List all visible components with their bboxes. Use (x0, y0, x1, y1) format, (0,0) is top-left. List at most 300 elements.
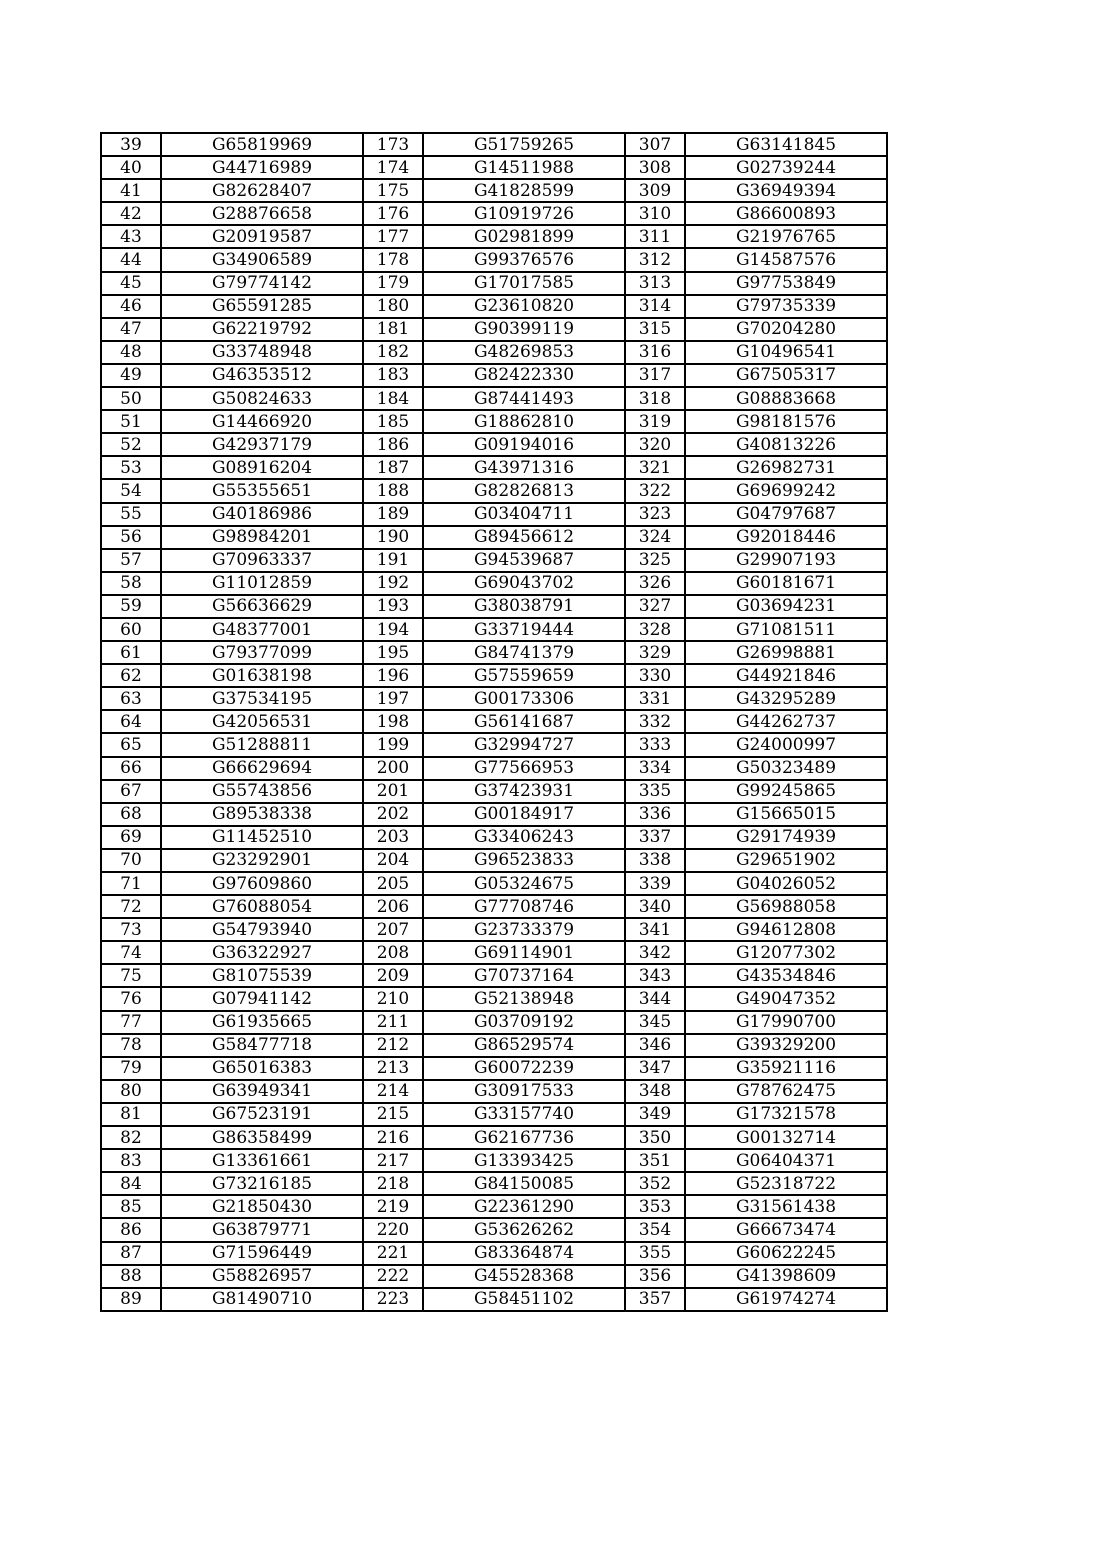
row-number-cell: 318 (625, 387, 685, 410)
code-cell: G70204280 (685, 318, 887, 341)
row-number-cell: 88 (101, 1265, 161, 1288)
row-number-cell: 73 (101, 918, 161, 941)
code-cell: G38038791 (423, 595, 625, 618)
row-number-cell: 59 (101, 595, 161, 618)
code-cell: G09194016 (423, 433, 625, 456)
table-row (101, 364, 887, 387)
row-number-cell: 197 (363, 687, 423, 710)
row-number-cell: 43 (101, 225, 161, 248)
table-row (101, 179, 887, 202)
code-cell: G32994727 (423, 733, 625, 756)
code-table-body (101, 133, 887, 1311)
code-cell: G55355651 (161, 479, 363, 502)
code-cell: G08883668 (685, 387, 887, 410)
row-number-cell: 196 (363, 664, 423, 687)
row-number-cell: 334 (625, 757, 685, 780)
row-number-cell: 330 (625, 664, 685, 687)
code-cell: G46353512 (161, 364, 363, 387)
table-row (101, 549, 887, 572)
row-number-cell: 89 (101, 1288, 161, 1311)
row-number-cell: 76 (101, 987, 161, 1010)
row-number-cell: 337 (625, 826, 685, 849)
code-cell: G65016383 (161, 1057, 363, 1080)
table-row (101, 664, 887, 687)
table-row (101, 710, 887, 733)
code-cell: G70963337 (161, 549, 363, 572)
row-number-cell: 182 (363, 341, 423, 364)
row-number-cell: 84 (101, 1172, 161, 1195)
row-number-cell: 322 (625, 479, 685, 502)
code-cell: G81490710 (161, 1288, 363, 1311)
row-number-cell: 222 (363, 1265, 423, 1288)
row-number-cell: 218 (363, 1172, 423, 1195)
code-table (100, 132, 888, 1312)
code-cell: G66629694 (161, 757, 363, 780)
row-number-cell: 352 (625, 1172, 685, 1195)
row-number-cell: 204 (363, 849, 423, 872)
row-number-cell: 184 (363, 387, 423, 410)
table-row (101, 387, 887, 410)
code-cell: G26998881 (685, 641, 887, 664)
row-number-cell: 50 (101, 387, 161, 410)
code-cell: G69043702 (423, 572, 625, 595)
row-number-cell: 65 (101, 733, 161, 756)
table-row (101, 733, 887, 756)
code-cell: G69699242 (685, 479, 887, 502)
code-cell: G37423931 (423, 780, 625, 803)
table-row (101, 964, 887, 987)
table-row (101, 1288, 887, 1311)
code-cell: G86358499 (161, 1126, 363, 1149)
row-number-cell: 202 (363, 803, 423, 826)
row-number-cell: 174 (363, 156, 423, 179)
row-number-cell: 325 (625, 549, 685, 572)
row-number-cell: 341 (625, 918, 685, 941)
table-row (101, 410, 887, 433)
row-number-cell: 183 (363, 364, 423, 387)
code-cell: G05324675 (423, 872, 625, 895)
code-cell: G10919726 (423, 202, 625, 225)
code-cell: G65591285 (161, 295, 363, 318)
code-cell: G84741379 (423, 641, 625, 664)
code-cell: G17990700 (685, 1011, 887, 1034)
code-cell: G58451102 (423, 1288, 625, 1311)
row-number-cell: 356 (625, 1265, 685, 1288)
code-cell: G14587576 (685, 248, 887, 271)
table-row (101, 341, 887, 364)
row-number-cell: 80 (101, 1080, 161, 1103)
table-row (101, 202, 887, 225)
code-cell: G13393425 (423, 1149, 625, 1172)
row-number-cell: 215 (363, 1103, 423, 1126)
row-number-cell: 58 (101, 572, 161, 595)
row-number-cell: 69 (101, 826, 161, 849)
row-number-cell: 198 (363, 710, 423, 733)
row-number-cell: 199 (363, 733, 423, 756)
row-number-cell: 39 (101, 133, 161, 156)
row-number-cell: 307 (625, 133, 685, 156)
row-number-cell: 353 (625, 1195, 685, 1218)
code-cell: G89538338 (161, 803, 363, 826)
code-cell: G44262737 (685, 710, 887, 733)
code-cell: G02981899 (423, 225, 625, 248)
row-number-cell: 79 (101, 1057, 161, 1080)
code-cell: G89456612 (423, 526, 625, 549)
code-cell: G00132714 (685, 1126, 887, 1149)
row-number-cell: 309 (625, 179, 685, 202)
row-number-cell: 71 (101, 872, 161, 895)
code-cell: G63879771 (161, 1218, 363, 1241)
code-cell: G60622245 (685, 1242, 887, 1265)
table-row (101, 1126, 887, 1149)
code-cell: G55743856 (161, 780, 363, 803)
row-number-cell: 67 (101, 780, 161, 803)
table-row (101, 225, 887, 248)
row-number-cell: 188 (363, 479, 423, 502)
row-number-cell: 310 (625, 202, 685, 225)
table-row (101, 1103, 887, 1126)
row-number-cell: 44 (101, 248, 161, 271)
row-number-cell: 86 (101, 1218, 161, 1241)
row-number-cell: 66 (101, 757, 161, 780)
code-cell: G82422330 (423, 364, 625, 387)
code-cell: G00173306 (423, 687, 625, 710)
row-number-cell: 87 (101, 1242, 161, 1265)
table-row (101, 572, 887, 595)
code-cell: G51759265 (423, 133, 625, 156)
code-cell: G79735339 (685, 295, 887, 318)
table-row (101, 272, 887, 295)
row-number-cell: 333 (625, 733, 685, 756)
row-number-cell: 83 (101, 1149, 161, 1172)
table-row (101, 1265, 887, 1288)
code-cell: G00184917 (423, 803, 625, 826)
row-number-cell: 335 (625, 780, 685, 803)
code-cell: G12077302 (685, 941, 887, 964)
code-cell: G31561438 (685, 1195, 887, 1218)
code-cell: G15665015 (685, 803, 887, 826)
code-cell: G42056531 (161, 710, 363, 733)
row-number-cell: 192 (363, 572, 423, 595)
code-cell: G33719444 (423, 618, 625, 641)
table-row (101, 1011, 887, 1034)
code-cell: G24000997 (685, 733, 887, 756)
code-cell: G82826813 (423, 479, 625, 502)
row-number-cell: 54 (101, 479, 161, 502)
row-number-cell: 77 (101, 1011, 161, 1034)
row-number-cell: 61 (101, 641, 161, 664)
row-number-cell: 195 (363, 641, 423, 664)
row-number-cell: 181 (363, 318, 423, 341)
code-cell: G04026052 (685, 872, 887, 895)
row-number-cell: 340 (625, 895, 685, 918)
row-number-cell: 48 (101, 341, 161, 364)
table-row (101, 433, 887, 456)
row-number-cell: 173 (363, 133, 423, 156)
code-cell: G96523833 (423, 849, 625, 872)
code-cell: G79774142 (161, 272, 363, 295)
row-number-cell: 41 (101, 179, 161, 202)
code-cell: G53626262 (423, 1218, 625, 1241)
table-row (101, 987, 887, 1010)
code-cell: G23292901 (161, 849, 363, 872)
row-number-cell: 51 (101, 410, 161, 433)
code-cell: G56988058 (685, 895, 887, 918)
row-number-cell: 42 (101, 202, 161, 225)
code-cell: G73216185 (161, 1172, 363, 1195)
row-number-cell: 324 (625, 526, 685, 549)
code-cell: G97753849 (685, 272, 887, 295)
row-number-cell: 203 (363, 826, 423, 849)
row-number-cell: 52 (101, 433, 161, 456)
row-number-cell: 74 (101, 941, 161, 964)
row-number-cell: 321 (625, 456, 685, 479)
code-cell: G71081511 (685, 618, 887, 641)
row-number-cell: 189 (363, 503, 423, 526)
row-number-cell: 221 (363, 1242, 423, 1265)
row-number-cell: 49 (101, 364, 161, 387)
code-cell: G21850430 (161, 1195, 363, 1218)
row-number-cell: 186 (363, 433, 423, 456)
code-cell: G23733379 (423, 918, 625, 941)
row-number-cell: 176 (363, 202, 423, 225)
row-number-cell: 81 (101, 1103, 161, 1126)
row-number-cell: 53 (101, 456, 161, 479)
row-number-cell: 72 (101, 895, 161, 918)
row-number-cell: 68 (101, 803, 161, 826)
code-cell: G40186986 (161, 503, 363, 526)
table-row (101, 780, 887, 803)
code-cell: G03694231 (685, 595, 887, 618)
row-number-cell: 40 (101, 156, 161, 179)
table-row (101, 826, 887, 849)
row-number-cell: 60 (101, 618, 161, 641)
row-number-cell: 320 (625, 433, 685, 456)
code-cell: G54793940 (161, 918, 363, 941)
code-cell: G63141845 (685, 133, 887, 156)
row-number-cell: 323 (625, 503, 685, 526)
code-cell: G06404371 (685, 1149, 887, 1172)
code-cell: G43295289 (685, 687, 887, 710)
table-row (101, 1195, 887, 1218)
row-number-cell: 55 (101, 503, 161, 526)
code-cell: G39329200 (685, 1034, 887, 1057)
code-cell: G41828599 (423, 179, 625, 202)
row-number-cell: 208 (363, 941, 423, 964)
row-number-cell: 314 (625, 295, 685, 318)
row-number-cell: 329 (625, 641, 685, 664)
row-number-cell: 220 (363, 1218, 423, 1241)
code-cell: G61974274 (685, 1288, 887, 1311)
row-number-cell: 357 (625, 1288, 685, 1311)
code-cell: G83364874 (423, 1242, 625, 1265)
code-cell: G99376576 (423, 248, 625, 271)
code-cell: G76088054 (161, 895, 363, 918)
code-cell: G29907193 (685, 549, 887, 572)
table-row (101, 295, 887, 318)
code-cell: G78762475 (685, 1080, 887, 1103)
row-number-cell: 179 (363, 272, 423, 295)
code-cell: G90399119 (423, 318, 625, 341)
row-number-cell: 349 (625, 1103, 685, 1126)
row-number-cell: 75 (101, 964, 161, 987)
code-cell: G84150085 (423, 1172, 625, 1195)
row-number-cell: 319 (625, 410, 685, 433)
row-number-cell: 213 (363, 1057, 423, 1080)
code-cell: G70737164 (423, 964, 625, 987)
code-cell: G40813226 (685, 433, 887, 456)
code-cell: G14511988 (423, 156, 625, 179)
code-cell: G36949394 (685, 179, 887, 202)
code-cell: G62167736 (423, 1126, 625, 1149)
code-cell: G21976765 (685, 225, 887, 248)
row-number-cell: 175 (363, 179, 423, 202)
table-row (101, 479, 887, 502)
code-cell: G63949341 (161, 1080, 363, 1103)
row-number-cell: 311 (625, 225, 685, 248)
code-cell: G82628407 (161, 179, 363, 202)
row-number-cell: 342 (625, 941, 685, 964)
row-number-cell: 210 (363, 987, 423, 1010)
table-row (101, 895, 887, 918)
table-row (101, 641, 887, 664)
code-cell: G44921846 (685, 664, 887, 687)
row-number-cell: 345 (625, 1011, 685, 1034)
row-number-cell: 211 (363, 1011, 423, 1034)
code-cell: G04797687 (685, 503, 887, 526)
table-row (101, 849, 887, 872)
code-cell: G01638198 (161, 664, 363, 687)
row-number-cell: 46 (101, 295, 161, 318)
code-cell: G22361290 (423, 1195, 625, 1218)
code-cell: G98984201 (161, 526, 363, 549)
table-row (101, 941, 887, 964)
code-cell: G69114901 (423, 941, 625, 964)
table-row (101, 1057, 887, 1080)
row-number-cell: 339 (625, 872, 685, 895)
row-number-cell: 85 (101, 1195, 161, 1218)
row-number-cell: 338 (625, 849, 685, 872)
code-cell: G23610820 (423, 295, 625, 318)
code-cell: G86529574 (423, 1034, 625, 1057)
code-cell: G51288811 (161, 733, 363, 756)
code-cell: G67505317 (685, 364, 887, 387)
row-number-cell: 63 (101, 687, 161, 710)
code-cell: G56141687 (423, 710, 625, 733)
code-cell: G33157740 (423, 1103, 625, 1126)
code-cell: G61935665 (161, 1011, 363, 1034)
code-cell: G20919587 (161, 225, 363, 248)
table-row (101, 1242, 887, 1265)
code-cell: G02739244 (685, 156, 887, 179)
row-number-cell: 355 (625, 1242, 685, 1265)
table-row (101, 318, 887, 341)
code-cell: G14466920 (161, 410, 363, 433)
row-number-cell: 191 (363, 549, 423, 572)
row-number-cell: 315 (625, 318, 685, 341)
row-number-cell: 194 (363, 618, 423, 641)
code-cell: G48377001 (161, 618, 363, 641)
code-cell: G58477718 (161, 1034, 363, 1057)
code-cell: G30917533 (423, 1080, 625, 1103)
code-cell: G67523191 (161, 1103, 363, 1126)
code-cell: G29651902 (685, 849, 887, 872)
code-cell: G34906589 (161, 248, 363, 271)
code-cell: G65819969 (161, 133, 363, 156)
code-cell: G18862810 (423, 410, 625, 433)
code-cell: G52138948 (423, 987, 625, 1010)
code-cell: G94539687 (423, 549, 625, 572)
code-cell: G56636629 (161, 595, 363, 618)
code-cell: G17017585 (423, 272, 625, 295)
row-number-cell: 180 (363, 295, 423, 318)
row-number-cell: 327 (625, 595, 685, 618)
row-number-cell: 45 (101, 272, 161, 295)
row-number-cell: 57 (101, 549, 161, 572)
code-cell: G81075539 (161, 964, 363, 987)
table-row (101, 456, 887, 479)
code-cell: G03404711 (423, 503, 625, 526)
table-row (101, 1080, 887, 1103)
code-cell: G99245865 (685, 780, 887, 803)
row-number-cell: 332 (625, 710, 685, 733)
code-cell: G52318722 (685, 1172, 887, 1195)
code-cell: G62219792 (161, 318, 363, 341)
code-cell: G66673474 (685, 1218, 887, 1241)
row-number-cell: 47 (101, 318, 161, 341)
row-number-cell: 64 (101, 710, 161, 733)
code-cell: G43534846 (685, 964, 887, 987)
row-number-cell: 343 (625, 964, 685, 987)
code-cell: G77566953 (423, 757, 625, 780)
code-cell: G10496541 (685, 341, 887, 364)
row-number-cell: 201 (363, 780, 423, 803)
code-cell: G37534195 (161, 687, 363, 710)
code-cell: G94612808 (685, 918, 887, 941)
row-number-cell: 209 (363, 964, 423, 987)
row-number-cell: 219 (363, 1195, 423, 1218)
code-cell: G44716989 (161, 156, 363, 179)
row-number-cell: 313 (625, 272, 685, 295)
code-cell: G43971316 (423, 456, 625, 479)
code-cell: G41398609 (685, 1265, 887, 1288)
table-row (101, 1034, 887, 1057)
code-cell: G03709192 (423, 1011, 625, 1034)
row-number-cell: 336 (625, 803, 685, 826)
code-cell: G97609860 (161, 872, 363, 895)
row-number-cell: 348 (625, 1080, 685, 1103)
table-row (101, 872, 887, 895)
code-cell: G79377099 (161, 641, 363, 664)
code-cell: G71596449 (161, 1242, 363, 1265)
row-number-cell: 216 (363, 1126, 423, 1149)
table-row (101, 526, 887, 549)
code-cell: G33406243 (423, 826, 625, 849)
row-number-cell: 328 (625, 618, 685, 641)
code-cell: G07941142 (161, 987, 363, 1010)
code-cell: G08916204 (161, 456, 363, 479)
code-cell: G50323489 (685, 757, 887, 780)
table-row (101, 248, 887, 271)
table-row (101, 595, 887, 618)
table-row (101, 1149, 887, 1172)
table-row (101, 803, 887, 826)
code-cell: G11452510 (161, 826, 363, 849)
row-number-cell: 78 (101, 1034, 161, 1057)
row-number-cell: 316 (625, 341, 685, 364)
table-row (101, 757, 887, 780)
code-cell: G13361661 (161, 1149, 363, 1172)
